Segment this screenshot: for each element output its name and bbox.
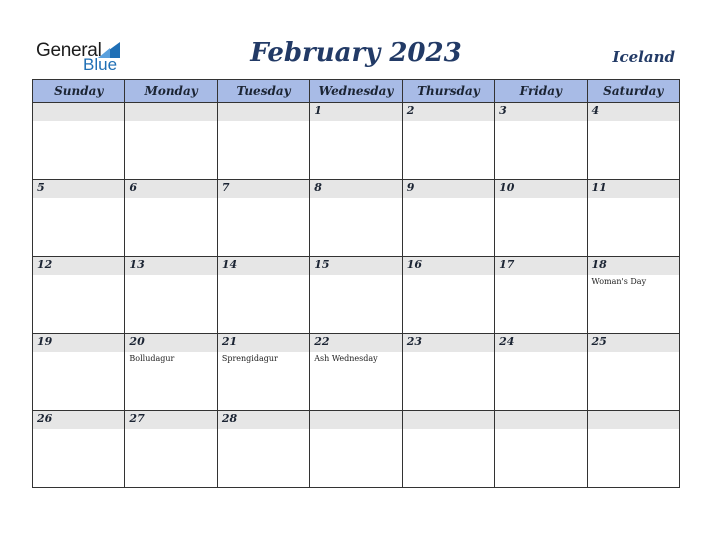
day-header-bar — [33, 411, 124, 429]
day-cell — [33, 411, 125, 488]
holiday-label: Bolludagur — [129, 354, 175, 363]
weekday-header: Friday — [495, 80, 587, 103]
day-header-bar — [310, 180, 401, 198]
day-number: 16 — [406, 258, 422, 271]
day-header-bar — [588, 180, 679, 198]
day-header-bar — [495, 334, 586, 352]
weekday-header-row — [33, 80, 680, 103]
day-header-bar — [125, 257, 216, 275]
day-number: 23 — [406, 335, 422, 348]
day-number: 21 — [221, 335, 238, 348]
day-header-bar — [403, 334, 494, 352]
day-header-bar — [310, 103, 401, 121]
day-header-bar — [33, 257, 124, 275]
day-number: 9 — [406, 181, 415, 194]
day-header-bar — [125, 334, 216, 352]
week-row — [33, 103, 680, 180]
day-header-bar — [403, 411, 494, 429]
day-header-bar — [403, 180, 494, 198]
day-cell — [402, 257, 494, 334]
week-row — [33, 257, 680, 334]
weekday-header: Wednesday — [310, 80, 402, 103]
day-number: 17 — [499, 258, 515, 271]
day-cell — [495, 180, 587, 257]
day-number: 26 — [37, 412, 53, 425]
day-header-bar — [310, 411, 401, 429]
day-cell — [587, 334, 679, 411]
day-cell — [310, 103, 402, 180]
day-cell — [587, 103, 679, 180]
day-cell — [33, 180, 125, 257]
logo-text-blue: Blue — [83, 55, 118, 74]
day-header-bar — [218, 257, 309, 275]
day-cell — [310, 180, 402, 257]
day-header-bar — [588, 411, 679, 429]
day-header-bar — [403, 103, 494, 121]
day-number: 13 — [129, 258, 145, 271]
day-cell — [33, 257, 125, 334]
weekday-header: Sunday — [33, 80, 125, 103]
day-number: 15 — [314, 258, 330, 271]
day-number: 4 — [591, 104, 600, 117]
day-number: 3 — [499, 104, 507, 117]
day-cell — [310, 257, 402, 334]
week-row — [33, 411, 680, 488]
day-cell — [495, 257, 587, 334]
day-cell — [310, 334, 402, 411]
day-number: 18 — [591, 258, 607, 271]
day-number: 7 — [221, 181, 230, 194]
day-header-bar — [125, 180, 216, 198]
day-cell — [217, 257, 309, 334]
day-header-bar — [218, 411, 309, 429]
day-header-bar — [588, 257, 679, 275]
day-number: 24 — [499, 335, 515, 348]
day-header-bar — [33, 103, 124, 121]
day-number: 11 — [591, 181, 607, 194]
day-cell — [33, 103, 125, 180]
day-cell — [125, 411, 217, 488]
day-cell — [495, 334, 587, 411]
day-header-bar — [218, 180, 309, 198]
day-cell — [33, 334, 125, 411]
day-cell — [125, 334, 217, 411]
day-number: 12 — [37, 258, 53, 271]
day-number: 19 — [37, 335, 53, 348]
day-header-bar — [495, 411, 586, 429]
day-header-bar — [495, 257, 586, 275]
day-cell — [587, 411, 679, 488]
day-cell — [125, 257, 217, 334]
holiday-label: Ash Wednesday — [314, 354, 378, 363]
holiday-label: Sprengidagur — [221, 354, 278, 363]
day-cell — [402, 103, 494, 180]
day-header-bar — [125, 103, 216, 121]
day-header-bar — [403, 257, 494, 275]
week-row — [33, 334, 680, 411]
day-cell — [217, 334, 309, 411]
day-number: 27 — [129, 412, 145, 425]
day-cell — [217, 103, 309, 180]
day-number: 25 — [591, 335, 607, 348]
day-header-bar — [588, 334, 679, 352]
day-number: 20 — [129, 335, 145, 348]
day-cell — [495, 103, 587, 180]
day-cell — [402, 334, 494, 411]
day-header-bar — [218, 334, 309, 352]
day-cell — [495, 411, 587, 488]
day-number: 1 — [314, 104, 322, 117]
day-number: 8 — [314, 181, 322, 194]
day-number: 14 — [221, 258, 238, 271]
weekday-header: Saturday — [587, 80, 679, 103]
day-header-bar — [125, 411, 216, 429]
day-cell — [125, 180, 217, 257]
day-cell — [587, 257, 679, 334]
day-header-bar — [310, 334, 401, 352]
day-number: 10 — [499, 181, 515, 194]
day-cell — [402, 411, 494, 488]
logo-text-general: General — [36, 40, 102, 61]
month-calendar — [32, 79, 680, 488]
weekday-header: Tuesday — [217, 80, 309, 103]
day-number: 5 — [37, 181, 45, 194]
holiday-label: Woman's Day — [591, 277, 647, 286]
day-header-bar — [310, 257, 401, 275]
day-header-bar — [495, 103, 586, 121]
day-header-bar — [33, 334, 124, 352]
week-row — [33, 180, 680, 257]
day-cell — [217, 180, 309, 257]
calendar-title: February 2023 — [250, 38, 462, 68]
day-header-bar — [218, 103, 309, 121]
day-cell — [587, 180, 679, 257]
weekday-header: Monday — [125, 80, 217, 103]
day-header-bar — [495, 180, 586, 198]
day-number: 2 — [406, 104, 415, 117]
day-number: 22 — [314, 335, 330, 348]
day-cell — [217, 411, 309, 488]
day-cell — [402, 180, 494, 257]
weekday-header: Thursday — [402, 80, 494, 103]
country-name: Iceland — [612, 48, 675, 66]
day-number: 6 — [129, 181, 138, 194]
day-header-bar — [588, 103, 679, 121]
day-cell — [310, 411, 402, 488]
day-header-bar — [33, 180, 124, 198]
day-number: 28 — [221, 412, 238, 425]
day-cell — [125, 103, 217, 180]
